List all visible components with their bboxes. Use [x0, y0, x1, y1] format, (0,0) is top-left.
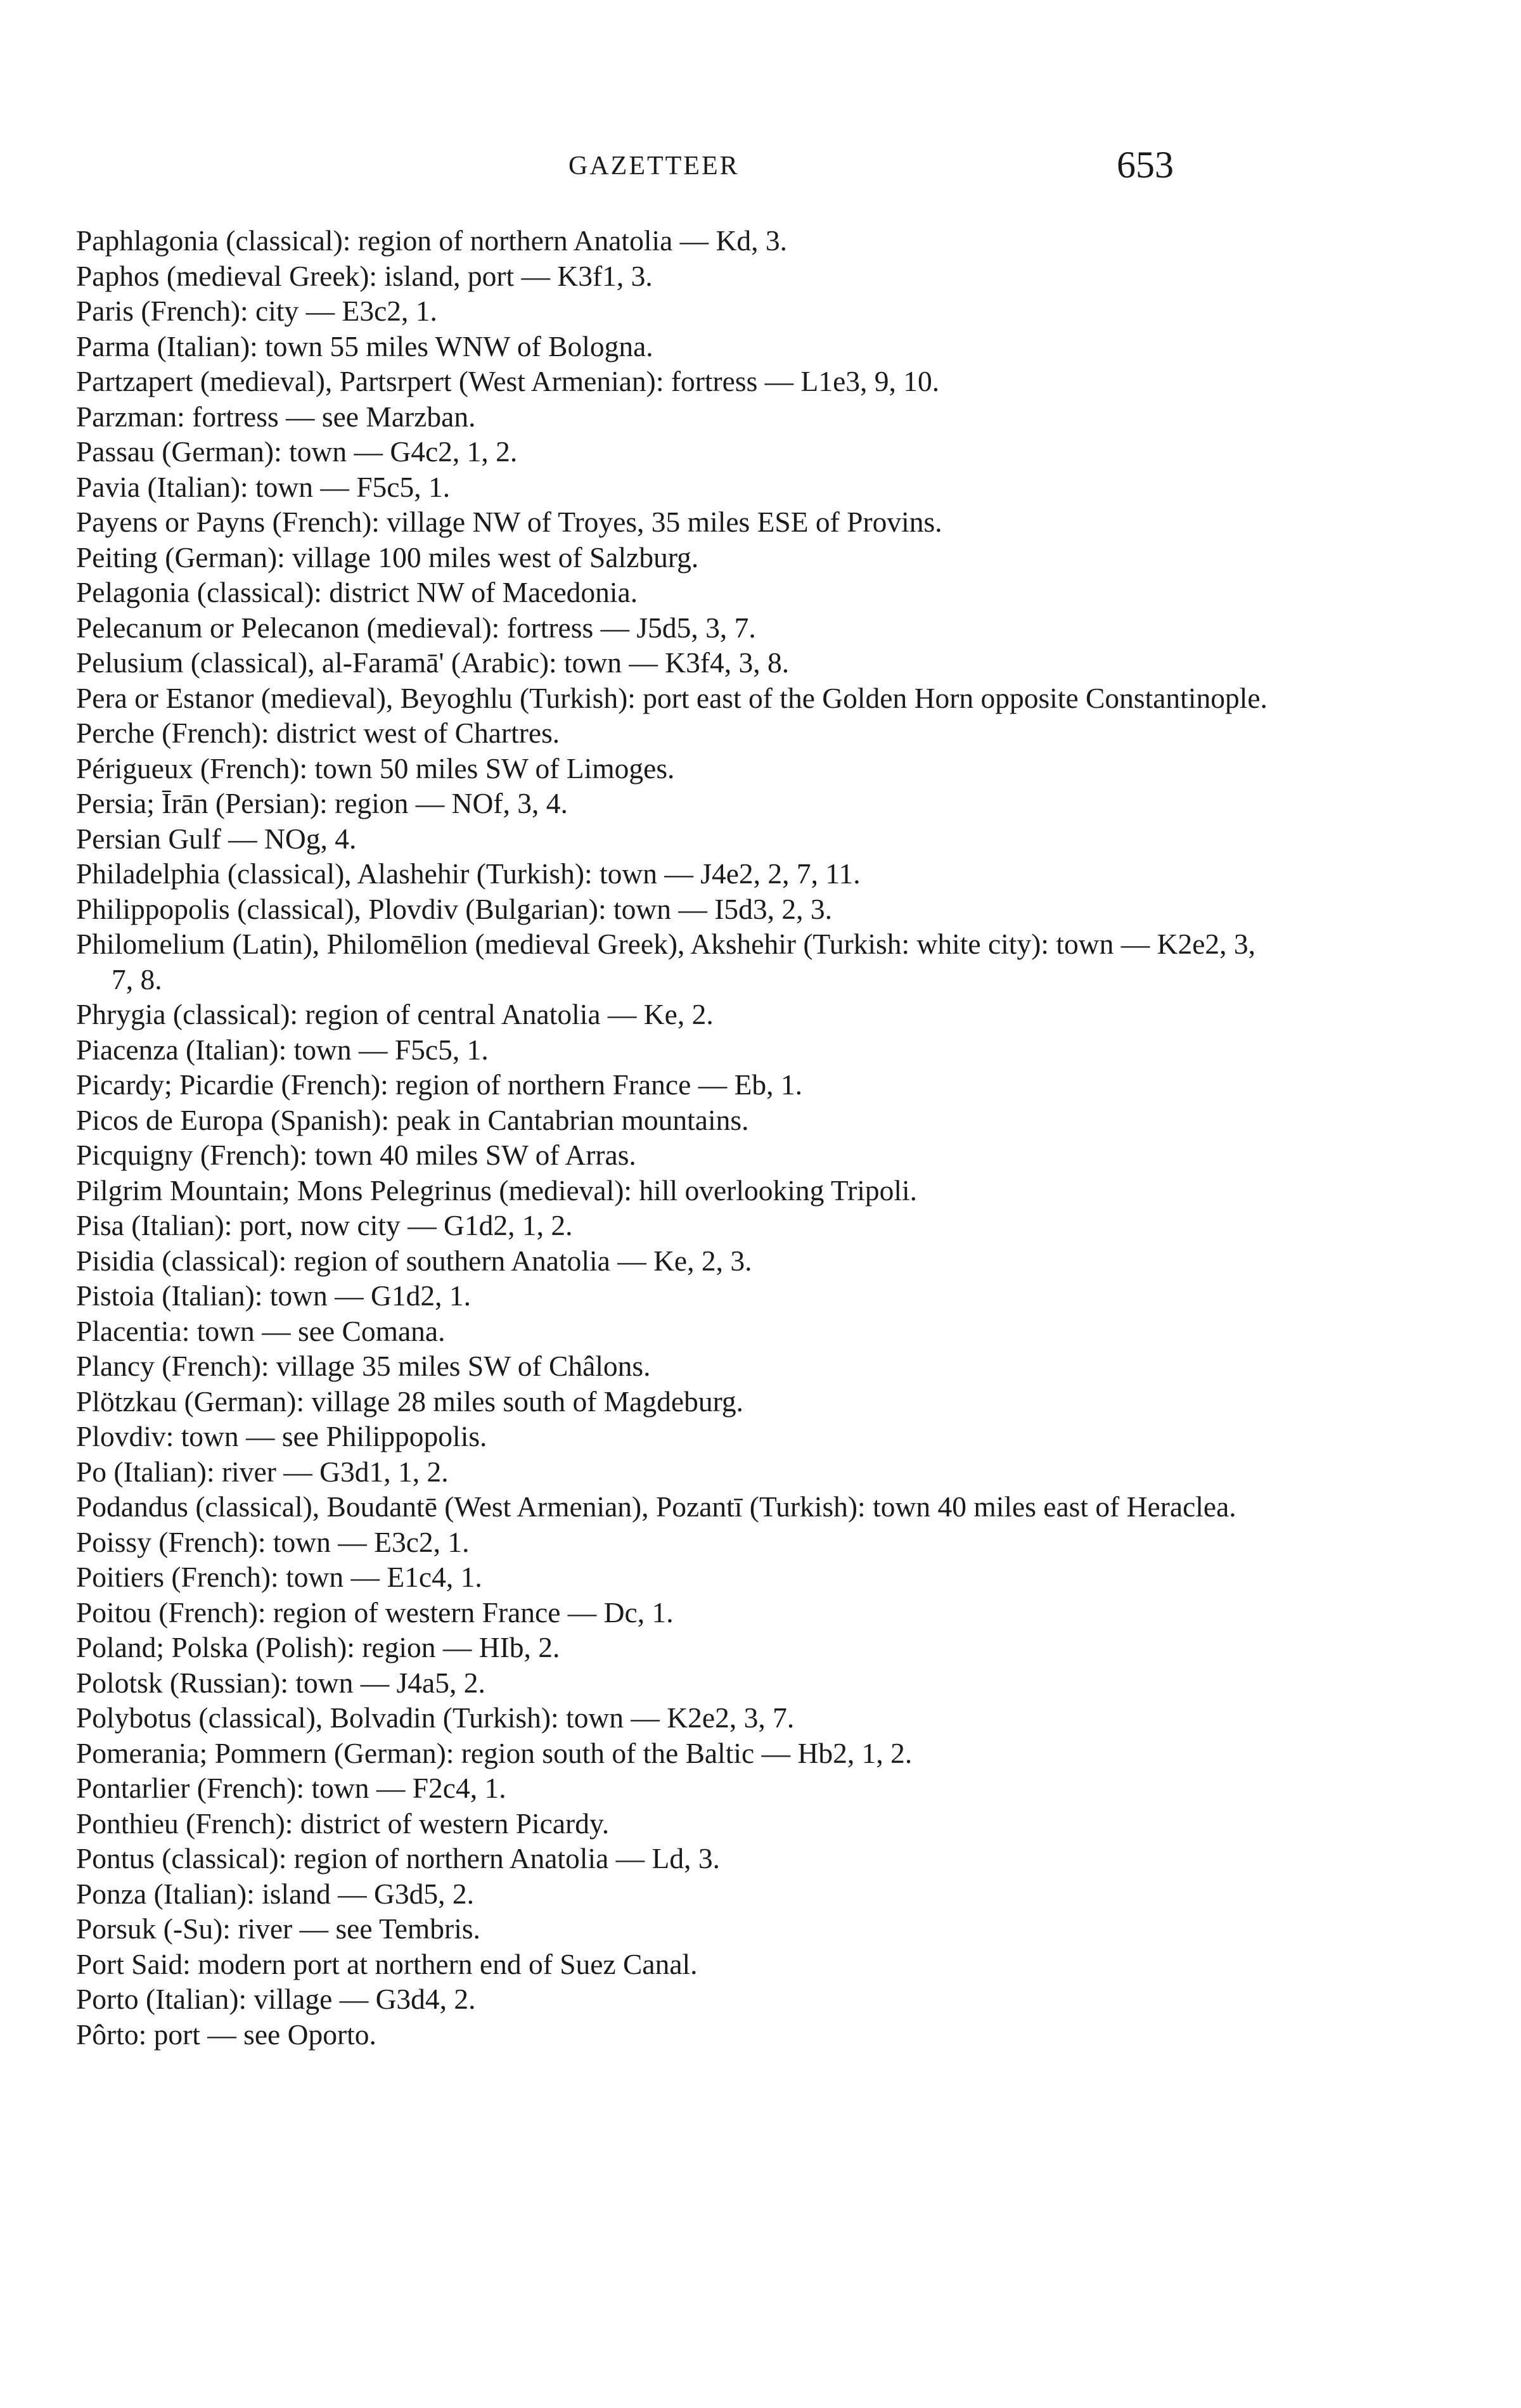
gazetteer-entry: Persia; Īrān (Persian): region — NOf, 3, 4.	[76, 787, 568, 819]
gazetteer-entry: Pontus (classical): region of northern Anatolia — Ld, 3.	[76, 1842, 720, 1874]
gazetteer-entry: Pisa (Italian): port, now city — G1d2, 1, 2.	[76, 1209, 573, 1241]
gazetteer-entry: Paphos (medieval Greek): island, port — K3f1, 3.	[76, 259, 653, 292]
gazetteer-entry: Philippopolis (classical), Plovdiv (Bulgarian): town — I5d3, 2, 3.	[76, 892, 832, 925]
gazetteer-entry: Podandus (classical), Boudantē (West Armenian), Pozantī (Turkish): town 40 miles east of Heraclea.	[76, 1490, 1236, 1523]
gazetteer-entry: Périgueux (French): town 50 miles SW of Limoges.	[76, 752, 675, 785]
running-head	[0, 144, 1521, 186]
gazetteer-entry: Pomerania; Pommern (German): region south of the Baltic — Hb2, 1, 2.	[76, 1736, 913, 1769]
gazetteer-entry: Poitiers (French): town — E1c4, 1.	[76, 1561, 482, 1593]
gazetteer-entry: Paris (French): city — E3c2, 1.	[76, 295, 437, 327]
gazetteer-entry: Pelecanum or Pelecanon (medieval): fortress — J5d5, 3, 7.	[76, 611, 756, 644]
gazetteer-entry: Pavia (Italian): town — F5c5, 1.	[76, 470, 451, 503]
gazetteer-entry: Porto (Italian): village — G3d4, 2.	[76, 1983, 476, 2015]
gazetteer-entry: Pera or Estanor (medieval), Beyoghlu (Turkish): port east of the Golden Horn opposite Constantinople.	[76, 681, 1268, 714]
gazetteer-entry: Pontarlier (French): town — F2c4, 1.	[76, 1772, 506, 1804]
gazetteer-entry: Perche (French): district west of Chartres.	[76, 717, 560, 749]
gazetteer-entry: Plötzkau (German): village 28 miles south of Magdeburg.	[76, 1385, 744, 1418]
gazetteer-entry: Peiting (German): village 100 miles west of Salzburg.	[76, 541, 699, 573]
running-title: GAZETTEER	[568, 151, 740, 181]
gazetteer-entry: Philadelphia (classical), Alashehir (Turkish): town — J4e2, 2, 7, 11.	[76, 857, 861, 890]
gazetteer-entry: Phrygia (classical): region of central Anatolia — Ke, 2.	[76, 998, 714, 1030]
gazetteer-entry: Piacenza (Italian): town — F5c5, 1.	[76, 1033, 489, 1066]
gazetteer-entry: Philomelium (Latin), Philomēlion (medieval Greek), Akshehir (Turkish: white city): town — K2e2, 3, 7, 8.	[76, 928, 1256, 996]
gazetteer-entry: Parma (Italian): town 55 miles WNW of Bologna.	[76, 330, 653, 362]
gazetteer-entry: Pistoia (Italian): town — G1d2, 1.	[76, 1279, 472, 1312]
gazetteer-entry: Poitou (French): region of western France — Dc, 1.	[76, 1596, 674, 1629]
gazetteer-entry: Plovdiv: town — see Philippopolis.	[76, 1420, 487, 1452]
gazetteer-entry: Picos de Europa (Spanish): peak in Cantabrian mountains.	[76, 1103, 749, 1136]
gazetteer-entry: Port Said: modern port at northern end of Suez Canal.	[76, 1947, 698, 1980]
gazetteer-entries	[76, 223, 1280, 2052]
gazetteer-entry: Poissy (French): town — E3c2, 1.	[76, 1525, 470, 1558]
gazetteer-entry: Picardy; Picardie (French): region of northern France — Eb, 1.	[76, 1068, 802, 1101]
gazetteer-entry: Pelagonia (classical): district NW of Macedonia.	[76, 576, 638, 608]
gazetteer-entry: Paphlagonia (classical): region of northern Anatolia — Kd, 3.	[76, 224, 788, 257]
page-number: 653	[1117, 144, 1174, 186]
gazetteer-entry: Poland; Polska (Polish): region — HIb, 2.	[76, 1631, 560, 1663]
gazetteer-entry: Ponza (Italian): island — G3d5, 2.	[76, 1877, 475, 1910]
gazetteer-entry: Passau (German): town — G4c2, 1, 2.	[76, 435, 518, 468]
gazetteer-entry: Pilgrim Mountain; Mons Pelegrinus (medieval): hill overlooking Tripoli.	[76, 1174, 918, 1207]
gazetteer-entry: Po (Italian): river — G3d1, 1, 2.	[76, 1455, 449, 1488]
gazetteer-entry: Parzman: fortress — see Marzban.	[76, 400, 476, 433]
gazetteer-entry: Pôrto: port — see Oporto.	[76, 2018, 376, 2051]
gazetteer-entry: Pelusium (classical), al-Faramā' (Arabic): town — K3f4, 3, 8.	[76, 646, 790, 679]
gazetteer-entry: Persian Gulf — NOg, 4.	[76, 822, 357, 855]
gazetteer-entry: Partzapert (medieval), Partsrpert (West Armenian): fortress — L1e3, 9, 10.	[76, 365, 940, 397]
gazetteer-entry: Ponthieu (French): district of western Picardy.	[76, 1807, 610, 1840]
gazetteer-entry: Pisidia (classical): region of southern Anatolia — Ke, 2, 3.	[76, 1244, 752, 1277]
gazetteer-entry: Payens or Payns (French): village NW of Troyes, 35 miles ESE of Provins.	[76, 506, 942, 538]
gazetteer-entry: Placentia: town — see Comana.	[76, 1314, 446, 1347]
gazetteer-entry: Plancy (French): village 35 miles SW of Châlons.	[76, 1350, 651, 1382]
gazetteer-entry: Picquigny (French): town 40 miles SW of Arras.	[76, 1139, 636, 1171]
gazetteer-entry: Polybotus (classical), Bolvadin (Turkish): town — K2e2, 3, 7.	[76, 1701, 795, 1734]
gazetteer-entry: Polotsk (Russian): town — J4a5, 2.	[76, 1666, 485, 1699]
gazetteer-entry: Porsuk (-Su): river — see Tembris.	[76, 1912, 480, 1945]
